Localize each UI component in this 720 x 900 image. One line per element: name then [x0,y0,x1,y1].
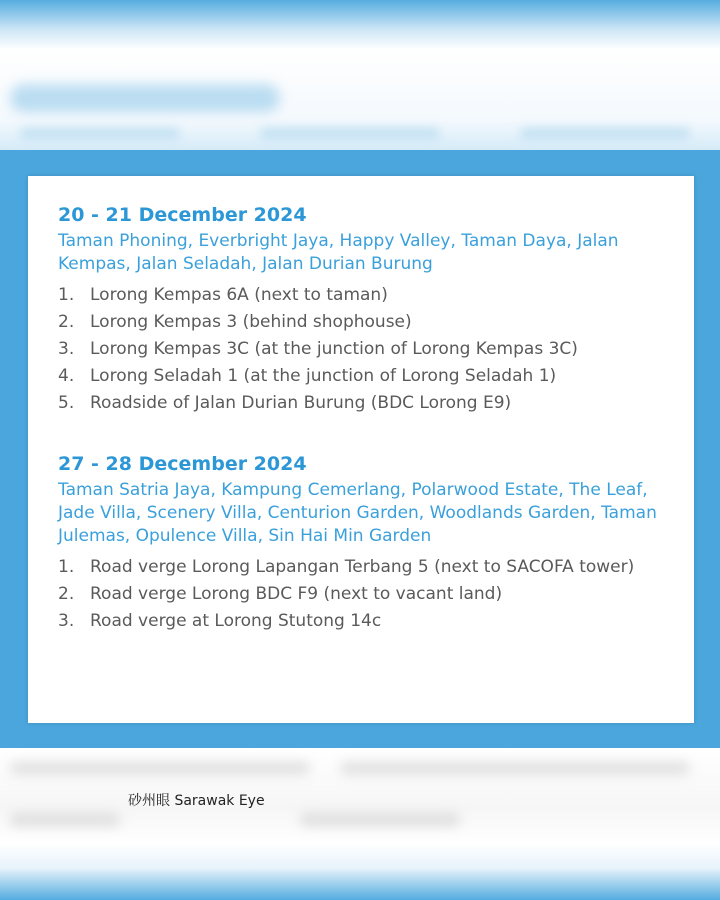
blurred-line [260,128,440,138]
list-number: 5. [58,393,75,413]
blurred-header [0,0,720,150]
schedule-card [28,176,694,723]
list-text: Lorong Kempas 3 (behind shophouse) [90,312,412,332]
blurred-line [340,762,690,774]
location-list [58,286,678,413]
list-text: Lorong Kempas 6A (next to taman) [90,285,388,305]
section-date: 27 - 28 December 2024 [58,453,307,475]
list-item [58,558,678,577]
schedule-section-1 [58,202,678,421]
list-number: 2. [58,584,75,604]
list-item [58,286,678,305]
list-text: Roadside of Jalan Durian Burung (BDC Lorong E9) [90,393,512,413]
list-text: Road verge at Lorong Stutong 14c [90,611,382,631]
list-text: Road verge Lorong Lapangan Terbang 5 (next to SACOFA tower) [90,557,635,577]
blurred-line [300,814,460,826]
list-item [58,612,678,631]
blurred-line [20,128,180,138]
list-number: 1. [58,285,75,305]
list-number: 2. [58,312,75,332]
schedule-section-2 [58,451,678,639]
blurred-footer [0,748,720,900]
blurred-line [10,814,120,826]
list-number: 1. [58,557,75,577]
list-text: Road verge Lorong BDC F9 (next to vacant land) [90,584,503,604]
list-item [58,367,678,386]
blurred-line [520,128,690,138]
list-item [58,394,678,413]
list-item [58,313,678,332]
location-list [58,558,678,631]
section-date: 20 - 21 December 2024 [58,204,307,226]
section-areas: Taman Phoning, Everbright Jaya, Happy Valley, Taman Daya, Jalan Kempas, Jalan Seladah, Jalan Durian Burung [58,231,619,274]
section-areas: Taman Satria Jaya, Kampung Cemerlang, Polarwood Estate, The Leaf, Jade Villa, Scenery Villa, Centurion Garden, Woodlands Garden, Taman Julemas, Opulence Villa, Sin Hai Min Garden [58,480,657,546]
source-caption: 砂州眼 Sarawak Eye [128,793,265,809]
list-number: 4. [58,366,75,386]
list-text: Lorong Kempas 3C (at the junction of Lorong Kempas 3C) [90,339,578,359]
blurred-title [10,84,280,112]
list-number: 3. [58,611,75,631]
list-text: Lorong Seladah 1 (at the junction of Lorong Seladah 1) [90,366,557,386]
list-number: 3. [58,339,75,359]
blurred-line [10,762,310,774]
list-item [58,340,678,359]
list-item [58,585,678,604]
